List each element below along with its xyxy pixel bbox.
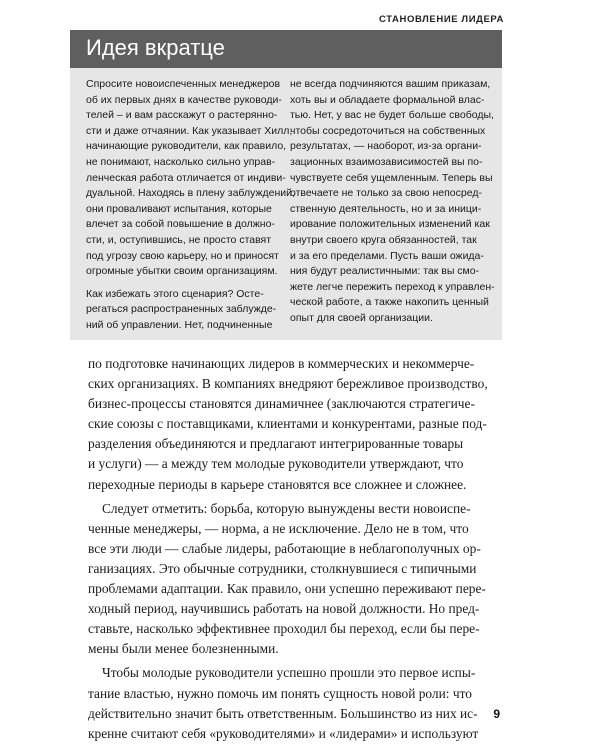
text-line: чувствуете себя ущемленным. Теперь вы (290, 171, 493, 184)
text-line: Как избежать этого сценария? Осте- (86, 287, 264, 300)
text-line: не понимают, насколько сильно управ- (86, 155, 276, 168)
text-line: Спросите новоиспеченных менеджеров (86, 78, 281, 90)
text-line: отвечаете не только за свою непосред- (290, 187, 482, 200)
text-line: зационных взаимозависимостей вы по- (290, 155, 483, 168)
text-line: результатах, — наоборот, из-за органи- (290, 140, 482, 153)
text-line: переходные периоды в карьере становятся все сложнее и сложнее. (88, 476, 467, 492)
text-line: ставьте, насколько эффективнее проходил бы переход, если бы пере- (88, 621, 480, 637)
body-paragraph (88, 499, 488, 660)
text-line: ческой работе, а также накопить ценный (290, 296, 489, 309)
text-line: по подготовке начинающих лидеров в коммерческих и некоммерче- (88, 356, 475, 371)
text-line: ганизациях. Это обычные сотрудники, столкнувшиеся с типичными (88, 560, 477, 576)
text-line: внутри своего круга обязанностей, так (290, 233, 477, 246)
text-line: ирование положительных изменений как (290, 218, 490, 231)
text-line: хоть вы и обладаете формальной влас- (290, 93, 485, 106)
paragraph-gap (86, 280, 295, 287)
text-line: ственную деятельность, но и за иници- (290, 202, 482, 215)
text-line: сти, и, оступившись, не просто ставят (86, 233, 272, 246)
text-line: бизнес-процессы становятся динамичнее (заключаются стратегиче- (88, 396, 475, 412)
text-line: мены были менее болезненными. (88, 641, 279, 657)
text-line: тание властью, нужно помочь им понять сущность новой роли: что (88, 685, 472, 701)
text-line: ленческая работа отличается от индиви- (86, 171, 286, 184)
text-line: не всегда подчиняются вашим приказам, (290, 78, 491, 90)
text-line: огромные убытки своим организациям. (86, 265, 278, 278)
body-paragraph (88, 354, 488, 495)
text-line: ходный период, научившись работать на новой должности. Но пред- (88, 601, 480, 617)
text-line: кренне считают себя «руководителями» и «лидерами» и используют (88, 725, 479, 741)
text-line: регаться распространенных заблужде- (86, 303, 277, 316)
sidebar-right-column (290, 77, 495, 327)
text-line: все эти люди — слабые лидеры, работающие в неблагополучных ор- (88, 540, 481, 556)
text-line: сти и даже отчаянии. Как указывает Хилл, (86, 124, 293, 137)
sidebar-paragraph (290, 77, 495, 327)
text-line: и за его пределами. Пусть ваши ожида- (290, 249, 484, 262)
text-line: ния будут реалистичными: так вы смо- (290, 265, 480, 278)
text-line: Следует отметить: борьба, которую вынуждены вести новоиспе- (102, 500, 471, 516)
text-line: начинающие руководители, как правило, (86, 140, 287, 153)
text-line: опыт для своей организации. (290, 311, 433, 324)
text-line: чтобы сосредоточиться на собственных (290, 124, 486, 137)
text-line: жете легче пережить переход к управлен- (290, 280, 495, 293)
text-line: под угрозу свою карьеру, но и приносят (86, 249, 279, 262)
text-line: ских организациях. В компаниях внедряют бережливое производство, (88, 376, 488, 392)
body-text (88, 354, 488, 744)
body-paragraph (88, 663, 488, 743)
sidebar-paragraph (86, 77, 295, 280)
text-line: разделения объединяются и предлагают интегрированные товары (88, 436, 464, 452)
text-line: тью. Нет, у вас не будет больше свободы, (290, 109, 494, 122)
sidebar-title: Идея вкратце (86, 35, 225, 60)
text-line: об их первых днях в качестве руководи- (86, 93, 282, 106)
text-line: телей – и вам расскажут о растерянно- (86, 109, 278, 122)
text-line: дуальной. Находясь в плену заблуждений, (86, 187, 295, 200)
sidebar-box (70, 68, 502, 340)
text-line: ченные менеджеры, — норма, а не исключение. Дело не в том, что (88, 520, 469, 536)
text-line: ские союзы с поставщиками, клиентами и конкурентами, разные под- (88, 416, 487, 432)
text-line: Чтобы молодые руководители успешно прошли это первое испы- (102, 665, 476, 681)
page-number: 9 (493, 707, 500, 721)
running-head: СТАНОВЛЕНИЕ ЛИДЕРА (379, 14, 504, 25)
text-line: ний об управлении. Нет, подчиненные (86, 318, 273, 331)
text-line: действительно значит быть ответственным. Большинство из них ис- (88, 705, 478, 721)
sidebar-left-column (86, 77, 295, 334)
sidebar-paragraph (86, 287, 295, 334)
text-line: они проваливают испытания, которые (86, 202, 272, 215)
text-line: и услуги) — а между тем молодые руководители утверждают, что (88, 456, 464, 472)
text-line: проблемами адаптации. Как правило, они успешно переживают пере- (88, 581, 486, 597)
sidebar-title-bar (70, 30, 502, 68)
text-line: влечет за собой повышение в должно- (86, 218, 275, 231)
